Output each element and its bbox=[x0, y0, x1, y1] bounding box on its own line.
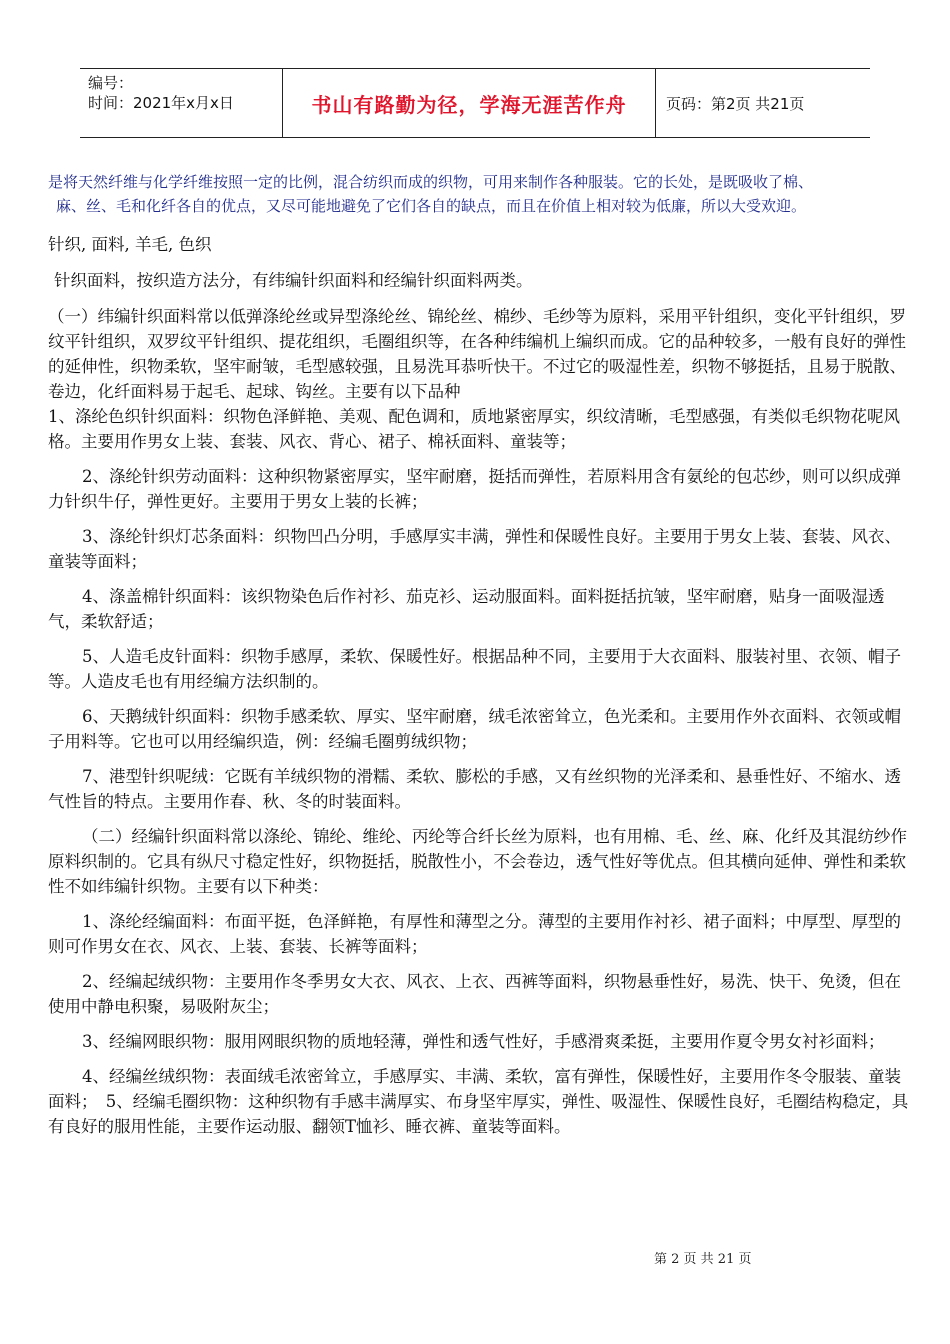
time-label: 时间：2021年x月x日 bbox=[88, 94, 234, 112]
document-body bbox=[48, 232, 910, 1149]
weft-item-2: 2、涤纶针织劳动面料：这种织物紧密厚实，坚牢耐磨，挺括而弹性，若原料用含有氨纶的包芯纱，则可以织成弹力针织牛仔，弹性更好。主要用于男女上装的长裤； bbox=[48, 467, 901, 511]
weft-item-4: 4、涤盖棉针织面料：该织物染色后作衬衫、茄克衫、运动服面料。面料挺括抗皱，坚牢耐磨，贴身一面吸湿透气，柔软舒适； bbox=[48, 587, 885, 631]
lead-paragraph: 针织面料，按织造方法分，有纬编针织面料和经编针织面料两类。 bbox=[54, 271, 533, 290]
warp-intro: （二）经编针织面料常以涤纶、锦纶、维纶、丙纶等合纤长丝为原料，也有用棉、毛、丝、麻、化纤及其混纺纱作原料织制的。它具有纵尺寸稳定性好，织物挺括，脱散性小，不会卷边，透气性好等优点。但其横向延伸、弹性和柔软性不如纬编针织物。主要有以下种类： bbox=[48, 827, 907, 896]
header-motto-cell bbox=[283, 69, 656, 137]
warp-item-2: 2、经编起绒织物：主要用作冬季男女大衣、风衣、上衣、西裤等面料，织物悬垂性好，易洗、快干、免烫，但在使用中静电积聚，易吸附灰尘； bbox=[48, 972, 901, 1016]
weft-item-5: 5、人造毛皮针面料：织物手感厚，柔软、保暖性好。根据品种不同，主要用于大衣面料、服装衬里、衣领、帽子等。人造皮毛也有用经编方法织制的。 bbox=[48, 647, 901, 691]
page-footer: 第 2 页 共 21 页 bbox=[654, 1252, 752, 1267]
motto-text: 书山有路勤为径，学海无涯苦作舟 bbox=[311, 92, 627, 117]
weft-item-1: 1、涤纶色织针织面料：织物色泽鲜艳、美观、配色调和，质地紧密厚实，织纹清晰，毛型感强，有类似毛织物花呢风格。主要用作男女上装、套装、风衣、背心、裙子、棉袄面料、童装等； bbox=[48, 407, 900, 451]
warp-item-4: 4、经编丝绒织物：表面绒毛浓密耸立，手感厚实、丰满、柔软，富有弹性，保暖性好，主要用作冬令服装、童装面料； 5、经编毛圈织物：这种织物有手感丰满厚实、布身坚牢厚实，弹性、吸湿性、保暖性良好，毛圈结构稳定，具有良好的服用性能，主要作运动服、翻领T恤衫、睡衣裤、童装等面料。 bbox=[48, 1067, 909, 1136]
weft-item-3: 3、涤纶针织灯芯条面料：织物凹凸分明，手感厚实丰满，弹性和保暖性良好。主要用于男女上装、套装、风衣、童装等面料； bbox=[48, 527, 901, 571]
intro-line-1: 是将天然纤维与化学纤维按照一定的比例，混合纺织而成的织物，可用来制作各种服装。它的长处，是既吸收了棉、 bbox=[48, 173, 814, 191]
header-meta-cell bbox=[80, 69, 283, 137]
warp-item-1: 1、涤纶经编面料：布面平挺，色泽鲜艳，有厚性和薄型之分。薄型的主要用作衬衫、裙子面料；中厚型、厚型的则可作男女在衣、风衣、上装、套装、长裤等面料； bbox=[48, 912, 901, 956]
intro-paragraph bbox=[48, 170, 904, 218]
header-page-cell bbox=[656, 69, 870, 137]
document-header bbox=[80, 68, 870, 138]
intro-line-2: 麻、丝、毛和化纤各自的优点，又尽可能地避免了它们各自的缺点，而且在价值上相对较为低廉，所以大受欢迎。 bbox=[56, 197, 807, 215]
number-label: 编号： bbox=[88, 74, 134, 92]
page-label: 页码：第2页 共21页 bbox=[666, 94, 805, 113]
weft-item-6: 6、天鹅绒针织面料：织物手感柔软、厚实、坚牢耐磨，绒毛浓密耸立，色光柔和。主要用作外衣面料、衣领或帽子用料等。它也可以用经编织造，例：经编毛圈剪绒织物； bbox=[48, 707, 901, 751]
keywords: 针织, 面料, 羊毛, 色织 bbox=[48, 235, 212, 254]
warp-item-3: 3、经编网眼织物：服用网眼织物的质地轻薄，弹性和透气性好，手感滑爽柔挺，主要用作夏令男女衬衫面料； bbox=[82, 1032, 885, 1051]
weft-intro: （一）纬编针织面料常以低弹涤纶丝或异型涤纶丝、锦纶丝、棉纱、毛纱等为原料，采用平针组织，变化平针组织，罗纹平针组织，双罗纹平针组织、提花组织，毛圈组织等，在各种纬编机上编织而成。它的品种较多，一般有良好的弹性的延伸性，织物柔软，坚牢耐皱，毛型感较强，且易洗耳恭听快干。不过它的吸湿性差，织物不够挺括，且易于脱散、卷边，化纤面料易于起毛、起球、钩丝。主要有以下品种 bbox=[48, 307, 906, 401]
weft-item-7: 7、港型针织呢绒：它既有羊绒织物的滑糯、柔软、膨松的手感，又有丝织物的光泽柔和、悬垂性好、不缩水、透气性旨的特点。主要用作春、秋、冬的时装面料。 bbox=[48, 767, 901, 811]
